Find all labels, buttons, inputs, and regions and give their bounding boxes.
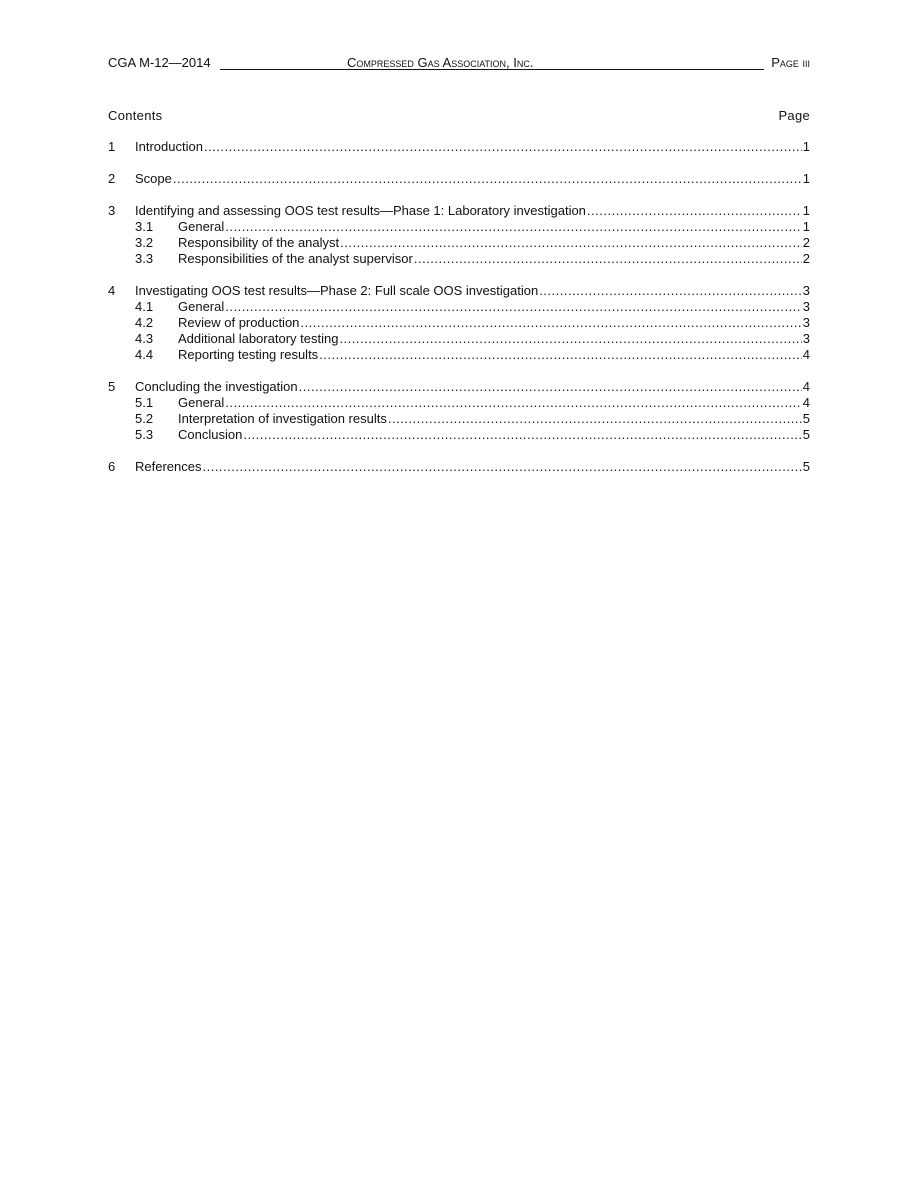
- toc-entry[interactable]: [108, 283, 810, 299]
- toc-subentry[interactable]: [108, 235, 810, 251]
- toc-dot-leader: [300, 315, 801, 331]
- toc-entry[interactable]: [108, 379, 810, 395]
- toc-section-title: Investigating OOS test results—Phase 2: Full scale OOS investigation: [135, 283, 539, 298]
- toc-subsection-title: Reporting testing results: [178, 347, 319, 362]
- toc-section-number: 1: [108, 139, 116, 154]
- toc-section-title: Scope: [135, 171, 172, 186]
- toc-subsection-number: 4.4: [135, 347, 154, 362]
- toc-page-number: 3: [802, 331, 810, 346]
- toc-dot-leader: [225, 219, 802, 235]
- toc-subentry[interactable]: [108, 347, 810, 363]
- toc-page-number: 1: [802, 219, 810, 234]
- toc-page-number: 2: [802, 251, 810, 266]
- toc-page-number: 3: [802, 299, 810, 314]
- toc-subsection-number: 5.3: [135, 427, 154, 442]
- toc-page-number: 3: [802, 315, 810, 330]
- toc-page-number: 1: [802, 139, 810, 154]
- contents-heading-row: [108, 108, 810, 124]
- toc-page-number: 5: [802, 427, 810, 442]
- toc-section-number: 3: [108, 203, 116, 218]
- toc-page-number: 4: [802, 379, 810, 394]
- toc-dot-leader: [340, 235, 802, 251]
- toc-dot-leader: [414, 251, 802, 267]
- toc-subsection-title: Review of production: [178, 315, 300, 330]
- toc-subsection-title: Responsibilities of the analyst supervisor: [178, 251, 413, 266]
- toc-subsection-title: General: [178, 299, 225, 314]
- toc-dot-leader: [299, 379, 802, 395]
- page-header: [108, 55, 810, 71]
- toc-page-number: 2: [802, 235, 810, 250]
- toc-subsection-number: 3.2: [135, 235, 154, 250]
- header-page-number: Page iii: [771, 55, 810, 70]
- table-of-contents: [108, 139, 810, 475]
- toc-subsection-number: 3.3: [135, 251, 154, 266]
- toc-subsection-title: Responsibility of the analyst: [178, 235, 340, 250]
- toc-entry[interactable]: [108, 139, 810, 155]
- toc-subsection-title: General: [178, 395, 225, 410]
- toc-subsection-number: 3.1: [135, 219, 154, 234]
- toc-subsection-number: 4.2: [135, 315, 154, 330]
- toc-dot-leader: [388, 411, 802, 427]
- toc-entry[interactable]: [108, 203, 810, 219]
- toc-page-number: 1: [802, 171, 810, 186]
- toc-dot-leader: [204, 139, 802, 155]
- toc-dot-leader: [339, 331, 801, 347]
- toc-subsection-number: 5.2: [135, 411, 154, 426]
- page-column-label: Page: [778, 108, 810, 123]
- toc-section-number: 6: [108, 459, 116, 474]
- toc-subsection-number: 4.3: [135, 331, 154, 346]
- toc-subentry[interactable]: [108, 251, 810, 267]
- toc-section-title: Concluding the investigation: [135, 379, 298, 394]
- toc-section-number: 5: [108, 379, 116, 394]
- toc-subsection-title: Additional laboratory testing: [178, 331, 339, 346]
- toc-section-title: Identifying and assessing OOS test results—Phase 1: Laboratory investigation: [135, 203, 586, 218]
- toc-subsection-title: Interpretation of investigation results: [178, 411, 387, 426]
- toc-subsection-number: 5.1: [135, 395, 154, 410]
- toc-entry[interactable]: [108, 459, 810, 475]
- toc-subentry[interactable]: [108, 395, 810, 411]
- toc-subentry[interactable]: [108, 315, 810, 331]
- toc-dot-leader: [202, 459, 801, 475]
- toc-dot-leader: [319, 347, 802, 363]
- toc-page-number: 4: [802, 347, 810, 362]
- header-organization: Compressed Gas Association, Inc.: [347, 55, 534, 70]
- toc-page-number: 3: [802, 283, 810, 298]
- toc-subentry[interactable]: [108, 219, 810, 235]
- contents-heading: Contents: [108, 108, 163, 123]
- toc-entry[interactable]: [108, 171, 810, 187]
- toc-dot-leader: [173, 171, 802, 187]
- toc-section-number: 2: [108, 171, 116, 186]
- toc-page-number: 5: [802, 459, 810, 474]
- toc-subsection-title: Conclusion: [178, 427, 243, 442]
- toc-section-title: Introduction: [135, 139, 203, 154]
- toc-section-title: References: [135, 459, 202, 474]
- toc-page-number: 4: [802, 395, 810, 410]
- toc-subentry[interactable]: [108, 411, 810, 427]
- toc-dot-leader: [225, 395, 802, 411]
- toc-subentry[interactable]: [108, 299, 810, 315]
- toc-dot-leader: [587, 203, 802, 219]
- toc-subentry[interactable]: [108, 331, 810, 347]
- toc-dot-leader: [243, 427, 801, 443]
- toc-page-number: 5: [802, 411, 810, 426]
- toc-subsection-title: General: [178, 219, 225, 234]
- toc-subsection-number: 4.1: [135, 299, 154, 314]
- toc-dot-leader: [225, 299, 802, 315]
- toc-subentry[interactable]: [108, 427, 810, 443]
- header-document-id: CGA M-12—2014: [108, 55, 211, 70]
- toc-page-number: 1: [802, 203, 810, 218]
- toc-section-number: 4: [108, 283, 116, 298]
- toc-dot-leader: [539, 283, 802, 299]
